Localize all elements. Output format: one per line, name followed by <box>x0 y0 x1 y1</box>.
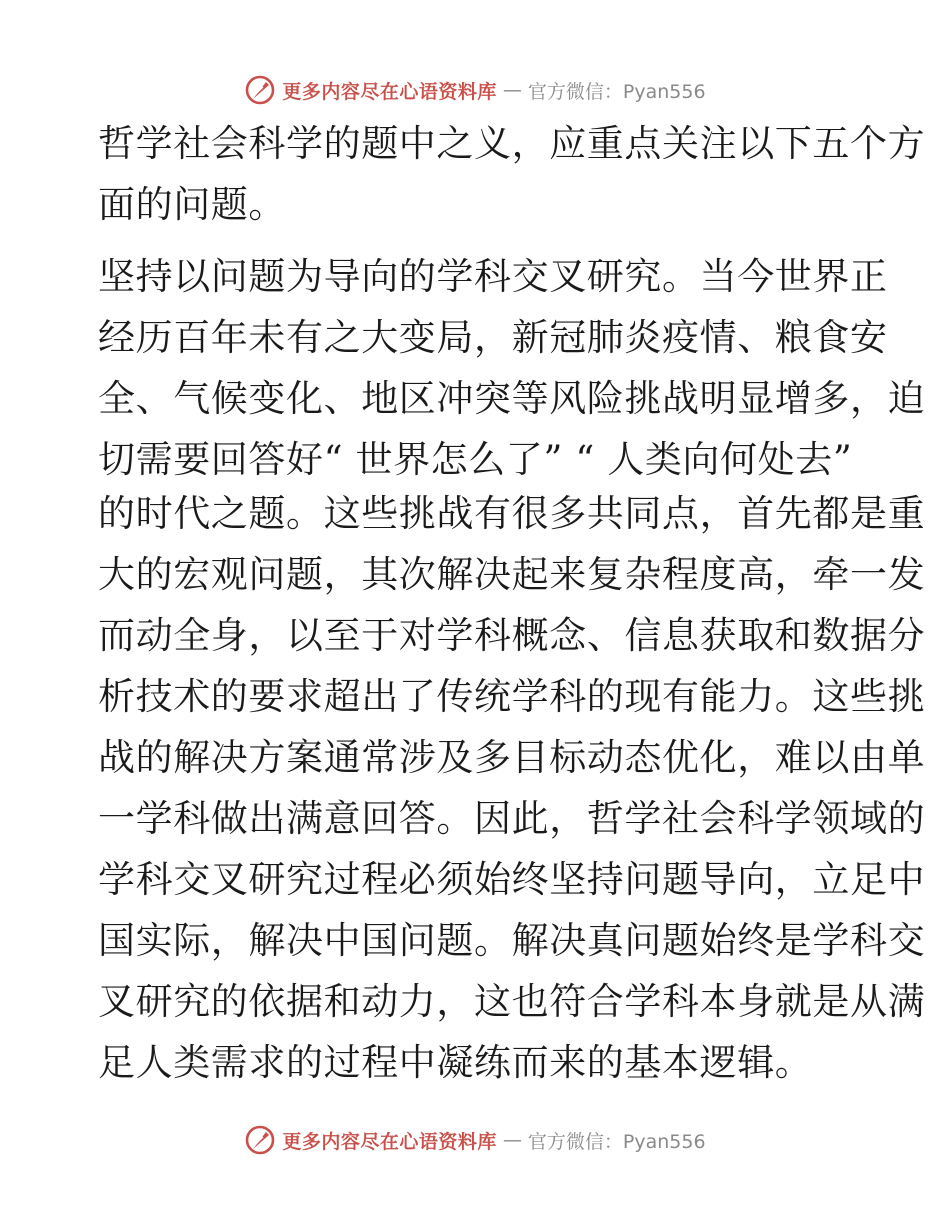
paragraph-line: 经历百年未有之大变局，新冠肺炎疫情、粮食安 <box>98 316 888 359</box>
quill-pen-logo-icon <box>244 1124 276 1156</box>
paragraph-line: 全、气候变化、地区冲突等风险挑战明显增多，迫 <box>98 377 926 420</box>
intro-line: 哲学社会科学的题中之义，应重点关注以下五个方 <box>98 122 926 165</box>
watermark-separator: — <box>502 79 522 101</box>
paragraph-line: 战的解决方案通常涉及多目标动态优化，难以由单 <box>98 736 926 779</box>
watermark-separator: — <box>502 1129 522 1151</box>
paragraph-line: 切需要回答好“ 世界怎么了” “ 人类向何处去” <box>98 438 853 481</box>
paragraph-line: 一学科做出满意回答。因此，哲学社会科学领域的 <box>98 797 926 840</box>
watermark-wechat: 官方微信：Pyan556 <box>527 80 706 103</box>
quill-pen-logo-icon <box>244 74 276 106</box>
paragraph-line: 国实际，解决中国问题。解决真问题始终是学科交 <box>98 919 926 962</box>
paragraph-line: 的时代之题。这些挑战有很多共同点，首先都是重 <box>98 492 926 535</box>
paragraph-line: 学科交叉研究过程必须始终坚持问题导向，立足中 <box>98 858 926 901</box>
watermark-brand: 更多内容尽在心语资料库 <box>282 1130 497 1153</box>
paragraph-line: 足人类需求的过程中凝练而来的基本逻辑。 <box>98 1041 813 1084</box>
header-watermark <box>0 70 950 110</box>
intro-line: 面的问题。 <box>98 183 286 226</box>
footer-watermark <box>0 1120 950 1160</box>
paragraph-line: 坚持以问题为导向的学科交叉研究。当今世界正 <box>98 255 888 298</box>
paragraph-line: 而动全身，以至于对学科概念、信息获取和数据分 <box>98 614 926 657</box>
paragraph-line: 大的宏观问题，其次解决起来复杂程度高，牵一发 <box>98 553 926 596</box>
paragraph-line: 析技术的要求超出了传统学科的现有能力。这些挑 <box>98 675 926 718</box>
paragraph-line: 叉研究的依据和动力，这也符合学科本身就是从满 <box>98 980 926 1023</box>
watermark-wechat: 官方微信：Pyan556 <box>527 1130 706 1153</box>
watermark-brand: 更多内容尽在心语资料库 <box>282 80 497 103</box>
